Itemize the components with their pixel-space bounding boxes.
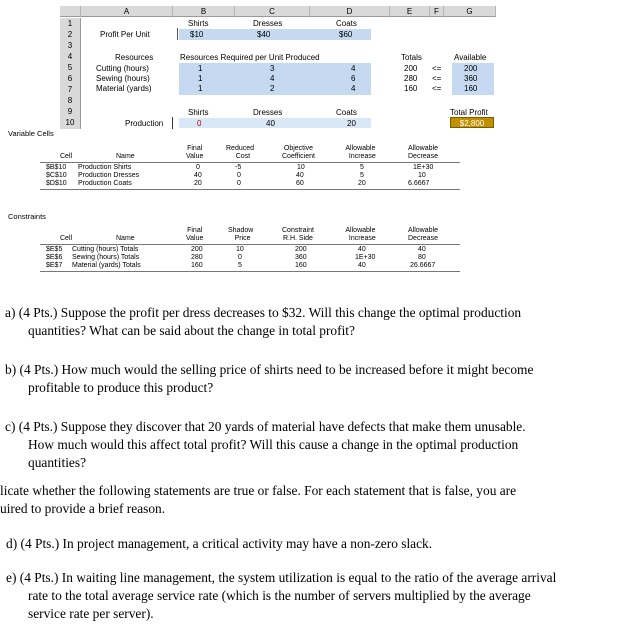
- total-profit-label[interactable]: Total Profit: [450, 108, 488, 117]
- ct-header-final: Final Value: [186, 227, 204, 242]
- ct-row3-final: 160: [191, 262, 203, 269]
- required-label[interactable]: Resources Required per Unit Produced: [180, 53, 320, 62]
- question-e-line-3: service rate per server).: [28, 606, 154, 621]
- vc-header-reduced: Reduced Cost: [226, 145, 255, 160]
- req-material-shirts[interactable]: 1: [198, 84, 203, 93]
- profit-shirts[interactable]: $10: [190, 30, 204, 39]
- vc-row1-inc: 5: [360, 164, 364, 171]
- vc-header-objective: Objective Coefficient: [282, 145, 315, 160]
- vc-row2-name: Production Dresses: [78, 172, 140, 179]
- ct-row1-final: 200: [191, 246, 203, 253]
- req-sewing-shirts[interactable]: 1: [198, 74, 203, 83]
- corner-header: [60, 6, 81, 17]
- row-header-4[interactable]: 4: [60, 51, 81, 62]
- vc-row3-inc: 20: [358, 180, 366, 187]
- op-material[interactable]: <=: [432, 84, 442, 93]
- vc-row3-final: 20: [194, 180, 202, 187]
- spreadsheet: [60, 6, 488, 130]
- constraints-title: Constraints: [8, 212, 46, 221]
- ct-row1-rhs: 200: [295, 246, 307, 253]
- ct-row2-shadow: 0: [238, 254, 242, 261]
- ct-bottom-rule: [40, 271, 460, 272]
- column-header-a[interactable]: A: [81, 6, 173, 17]
- ct-row1-inc: 40: [358, 246, 366, 253]
- row-header-10[interactable]: 10: [60, 117, 81, 129]
- question-e-line-1: e) (4 Pts.) In waiting line management, the system utilization is equal to the ratio of the average arrival: [6, 570, 557, 585]
- question-c-line-2: How much would this affect total profit? Will this cause a change in the optimal production: [28, 437, 519, 452]
- ct-header-name: Name: [116, 235, 135, 242]
- ct-row2-rhs: 360: [295, 254, 307, 261]
- ct-row2-dec: 80: [418, 254, 426, 261]
- ct-row1-cell: $E$5: [46, 246, 63, 253]
- production-output-area: [179, 118, 371, 128]
- total-sewing[interactable]: 280: [404, 74, 418, 83]
- ct-row2-name: Sewing (hours) Totals: [72, 254, 140, 261]
- req-material-coats[interactable]: 4: [351, 84, 356, 93]
- op-sewing[interactable]: <=: [432, 74, 442, 83]
- profit-box: [172, 28, 178, 40]
- req-sewing-dresses[interactable]: 4: [270, 74, 275, 83]
- op-cutting[interactable]: <=: [432, 64, 442, 73]
- vc-row3-dec: 6.6667: [408, 180, 430, 187]
- ct-row3-dec: 26.6667: [410, 262, 436, 269]
- ct-row1-name: Cutting (hours) Totals: [72, 246, 139, 253]
- header2-shirts[interactable]: Shirts: [188, 108, 209, 117]
- sensitivity-report: [0, 130, 470, 280]
- total-profit-value[interactable]: $2,800: [450, 117, 494, 128]
- ct-row3-shadow: 5: [238, 262, 242, 269]
- row-header-5[interactable]: 5: [60, 62, 81, 73]
- avail-sewing[interactable]: 360: [464, 74, 478, 83]
- question-a-line-1: a) (4 Pts.) Suppose the profit per dress decreases to $32. Will this change the optimal production: [5, 305, 522, 320]
- resource-name-sewing[interactable]: Sewing (hours): [96, 74, 150, 83]
- production-label[interactable]: Production: [125, 119, 164, 128]
- ct-row3-name: Material (yards) Totals: [72, 262, 141, 269]
- ct-row1-dec: 40: [418, 246, 426, 253]
- header-coats[interactable]: Coats: [336, 19, 357, 28]
- ct-row2-final: 280: [191, 254, 203, 261]
- question-d-line-1: d) (4 Pts.) In project management, a critical activity may have a non-zero slack.: [6, 536, 433, 551]
- vc-row3-reduced: 0: [237, 180, 241, 187]
- header2-coats[interactable]: Coats: [336, 108, 357, 117]
- variable-cells-title: Variable Cells: [8, 129, 54, 138]
- question-b-line-2: profitable to produce this product?: [28, 380, 214, 395]
- vc-row2-reduced: 0: [237, 172, 241, 179]
- vc-row2-inc: 5: [360, 172, 364, 179]
- req-cutting-shirts[interactable]: 1: [198, 64, 203, 73]
- column-header-f[interactable]: F: [430, 6, 444, 17]
- ct-rule: [40, 244, 460, 245]
- production-shirts[interactable]: 0: [197, 119, 202, 128]
- vc-row2-dec: 10: [418, 172, 426, 179]
- ct-row2-cell: $E$6: [46, 254, 63, 261]
- total-material[interactable]: 160: [404, 84, 418, 93]
- avail-material[interactable]: 160: [464, 84, 478, 93]
- req-cutting-dresses[interactable]: 3: [270, 64, 275, 73]
- question-c-line-1: c) (4 Pts.) Suppose they discover that 20 yards of material have defects that make them unusable.: [5, 419, 526, 434]
- row-header-9[interactable]: 9: [60, 106, 81, 117]
- vc-header-name: Name: [116, 153, 135, 160]
- row-header-8[interactable]: 8: [60, 95, 81, 106]
- vc-header-allow-inc: Allowable Increase: [345, 145, 376, 160]
- ct-header-cell: Cell: [60, 235, 73, 242]
- instruction-line-2: uired to provide a brief reason.: [0, 501, 166, 516]
- row-header-7[interactable]: 7: [60, 84, 81, 95]
- ct-header-shadow: Shadow Price: [228, 227, 254, 242]
- question-a-line-2: quantities? What can be said about the change in total profit?: [28, 323, 355, 338]
- vc-row3-obj: 60: [296, 180, 304, 187]
- production-label-box: [172, 117, 179, 129]
- resources-label[interactable]: Resources: [115, 53, 154, 62]
- vc-row2-obj: 40: [296, 172, 304, 179]
- ct-row1-shadow: 10: [236, 246, 244, 253]
- ct-header-allow-inc: Allowable Increase: [345, 227, 376, 242]
- vc-row1-obj: 10: [297, 164, 305, 171]
- vc-row1-cell: $B$10: [46, 164, 67, 171]
- totals-label[interactable]: Totals: [401, 53, 422, 62]
- ct-row3-rhs: 160: [295, 262, 307, 269]
- avail-cutting[interactable]: 200: [464, 64, 478, 73]
- ct-row2-inc: 1E+30: [355, 254, 376, 261]
- vc-row3-name: Production Coats: [78, 180, 132, 187]
- resource-name-material[interactable]: Material (yards): [96, 84, 152, 93]
- column-header-d[interactable]: D: [310, 6, 390, 17]
- req-material-dresses[interactable]: 2: [270, 84, 275, 93]
- available-label[interactable]: Available: [454, 53, 487, 62]
- vc-row2-final: 40: [194, 172, 202, 179]
- row-header-3[interactable]: 3: [60, 40, 81, 51]
- vc-header-allow-dec: Allowable Decrease: [408, 145, 438, 160]
- question-c-line-3: quantities?: [28, 455, 87, 470]
- ct-row3-cell: $E$7: [46, 262, 63, 269]
- resource-name-cutting[interactable]: Cutting (hours): [96, 64, 149, 73]
- header-shirts[interactable]: Shirts: [188, 19, 209, 28]
- vc-row1-reduced: -5: [235, 164, 242, 171]
- ct-row3-inc: 40: [358, 262, 366, 269]
- production-dresses[interactable]: 40: [266, 119, 275, 128]
- vc-row2-cell: $C$10: [46, 172, 67, 179]
- question-e-line-2: rate to the total average service rate (which is the number of servers multiplied by the average: [28, 588, 531, 603]
- req-sewing-coats[interactable]: 6: [351, 74, 356, 83]
- column-header-c[interactable]: C: [235, 6, 310, 17]
- row-header-6[interactable]: 6: [60, 73, 81, 84]
- instruction-line-1: licate whether the following statements are true or false. For each statement that is false, you are: [0, 483, 517, 498]
- column-header-g[interactable]: G: [444, 6, 496, 17]
- question-b-line-1: b) (4 Pts.) How much would the selling price of shirts need to be increased before it might become: [5, 362, 534, 377]
- header-dresses[interactable]: Dresses: [253, 19, 283, 28]
- production-coats[interactable]: 20: [347, 119, 356, 128]
- profit-label[interactable]: Profit Per Unit: [100, 30, 150, 39]
- vc-row1-dec: 1E+30: [413, 164, 434, 171]
- column-header-b[interactable]: B: [173, 6, 235, 17]
- vc-row3-cell: $D$10: [46, 180, 67, 187]
- req-cutting-coats[interactable]: 4: [351, 64, 356, 73]
- ct-header-rhs: Constraint R.H. Side: [282, 227, 314, 242]
- row-header-2[interactable]: 2: [60, 29, 81, 40]
- vc-rule: [40, 162, 460, 163]
- profit-coats[interactable]: $60: [339, 30, 353, 39]
- vc-row1-name: Production Shirts: [78, 164, 132, 171]
- ct-header-allow-dec: Allowable Decrease: [408, 227, 438, 242]
- total-cutting[interactable]: 200: [404, 64, 418, 73]
- column-header-e[interactable]: E: [390, 6, 430, 17]
- vc-header-cell: Cell: [60, 153, 73, 160]
- vc-header-final: Final Value: [186, 145, 204, 160]
- vc-row1-final: 0: [196, 164, 200, 171]
- row-header-1[interactable]: 1: [60, 18, 81, 29]
- profit-dresses[interactable]: $40: [257, 30, 271, 39]
- vc-bottom-rule: [40, 189, 460, 190]
- header2-dresses[interactable]: Dresses: [253, 108, 283, 117]
- requirements-input-area: [179, 63, 371, 95]
